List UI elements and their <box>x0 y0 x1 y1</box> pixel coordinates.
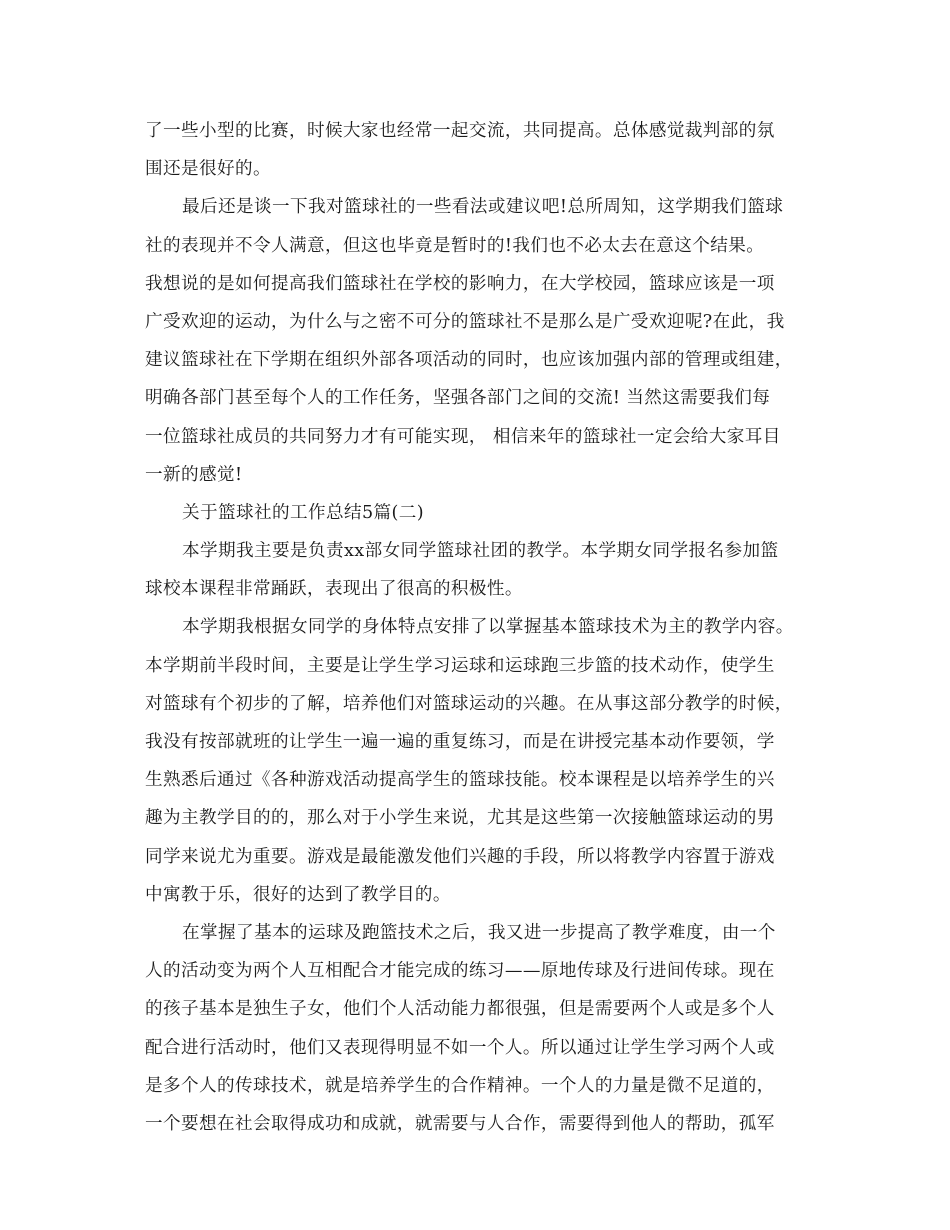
text-line: 生熟悉后通过《各种游戏活动提高学生的篮球技能。校本课程是以培养学生的兴 <box>145 770 775 791</box>
text-line: 人的活动变为两个人互相配合才能完成的练习——原地传球及行进间传球。现在 <box>145 961 775 982</box>
text-line: 明确各部门甚至每个人的工作任务，坚强各部门之间的交流! 当然这需要我们每 <box>145 388 771 409</box>
text-line: 的孩子基本是独生子女，他们个人活动能力都很强，但是需要两个人或是多个人 <box>145 999 775 1020</box>
text-line: 我想说的是如何提高我们篮球社在学校的影响力，在大学校园，篮球应该是一项 <box>145 273 775 294</box>
text-line: 我没有按部就班的让学生一遍一遍的重复练习，而是在讲授完基本动作要领，学 <box>145 732 775 752</box>
text-line: 社的表现并不令人满意，但这也毕竟是暂时的!我们也不必太去在意这个结果。 <box>145 235 765 256</box>
document-body <box>145 112 815 1143</box>
text-line: 本学期前半段时间，主要是让学生学习运球和运球跑三步篮的技术动作，使学生 <box>145 655 775 676</box>
text-line: 是多个人的传球技术，就是培养学生的合作精神。一个人的力量是微不足道的， <box>145 1075 775 1096</box>
text-line: 对篮球有个初步的了解，培养他们对篮球运动的兴趣。在从事这部分教学的时候， <box>145 693 793 714</box>
text-line: 本学期我根据女同学的身体特点安排了以掌握基本篮球技术为主的教学内容。 <box>182 617 794 638</box>
text-line: 广受欢迎的运动，为什么与之密不可分的篮球社不是那么是广受欢迎呢?在此，我 <box>145 311 785 332</box>
text-line: 建议篮球社在下学期在组织外部各项活动的同时，也应该加强内部的管理或组建， <box>145 350 793 371</box>
text-line: 关于篮球社的工作总结5篇(二) <box>182 502 425 523</box>
text-line: 一个要想在社会取得成功和成就，就需要与人合作，需要得到他人的帮助，孤军 <box>145 1113 775 1134</box>
text-line: 同学来说尤为重要。游戏是最能激发他们兴趣的手段，所以将教学内容置于游戏 <box>145 846 775 867</box>
text-line: 一位篮球社成员的共同努力才有可能实现， 相信来年的篮球社一定会给大家耳目 <box>145 426 781 447</box>
text-line: 最后还是谈一下我对篮球社的一些看法或建议吧!总所周知，这学期我们篮球 <box>182 197 784 218</box>
text-line: 趣为主教学目的的，那么对于小学生来说，尤其是这些第一次接触篮球运动的男 <box>145 808 775 829</box>
text-line: 本学期我主要是负责xx部女同学篮球社团的教学。本学期女同学报名参加篮 <box>182 541 779 562</box>
text-line: 一新的感觉! <box>145 464 243 485</box>
text-line: 了一些小型的比赛，时候大家也经常一起交流，共同提高。总体感觉裁判部的氛 <box>145 121 775 141</box>
text-line: 在掌握了基本的运球及跑篮技术之后，我又进一步提高了教学难度，由一个 <box>182 922 776 943</box>
text-line: 围还是很好的。 <box>145 159 271 180</box>
text-line: 球校本课程非常踊跃，表现出了很高的积极性。 <box>145 579 523 600</box>
text-line: 配合进行活动时，他们又表现得明显不如一个人。所以通过让学生学习两个人或 <box>145 1037 775 1058</box>
text-line: 中寓教于乐，很好的达到了教学目的。 <box>145 884 451 905</box>
